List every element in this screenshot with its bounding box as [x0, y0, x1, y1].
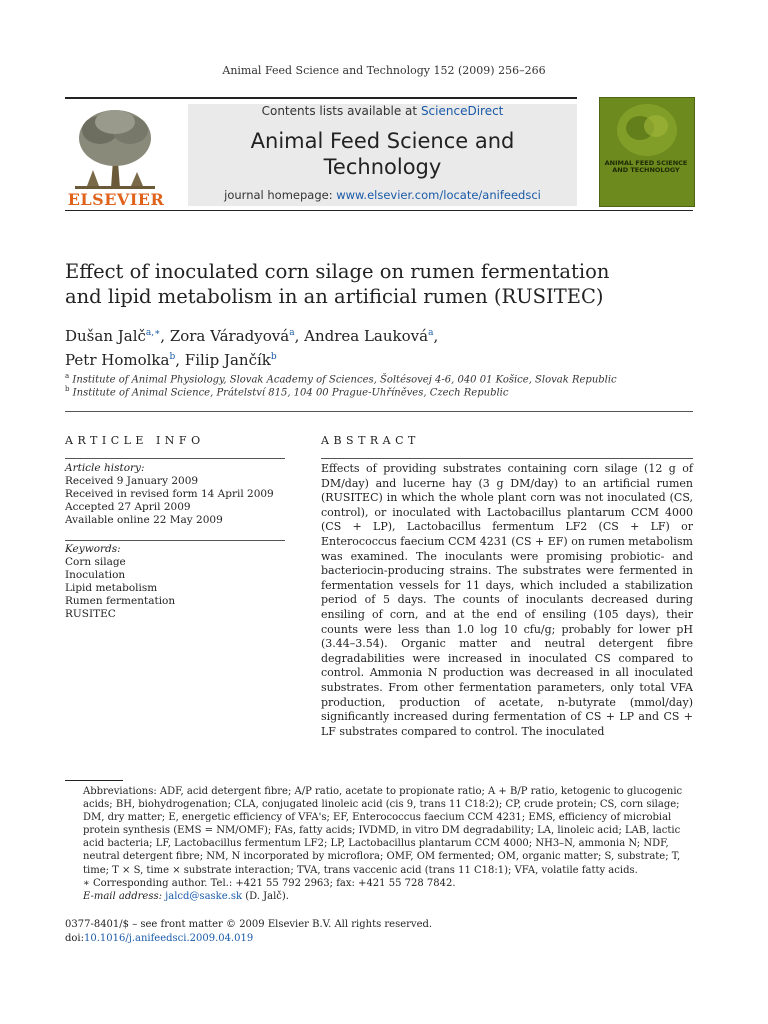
journal-citation: Animal Feed Science and Technology 152 (2009) 256–266: [222, 64, 546, 77]
article-info-heading: ARTICLE INFO: [65, 434, 205, 447]
doi-line: doi:10.1016/j.anifeedsci.2009.04.019: [65, 932, 254, 944]
email-footnote: E-mail address: jalcd@saske.sk (D. Jalč).: [83, 890, 289, 902]
author-list: [65, 323, 705, 371]
history-item: Available online 22 May 2009: [65, 514, 223, 526]
article-title-line2: and lipid metabolism in an artificial rumen (RUSITEC): [65, 285, 604, 308]
keywords-rule: [65, 540, 285, 541]
history-item: Accepted 27 April 2009: [65, 501, 191, 513]
author: Andrea Lauková$^a$,: [304, 327, 439, 345]
journal-title-line1: Animal Feed Science and: [250, 129, 515, 153]
keyword: RUSITEC: [65, 608, 116, 620]
homepage-prefix: journal homepage:: [224, 188, 337, 202]
keywords-label: Keywords:: [65, 543, 121, 555]
keyword: Rumen fermentation: [65, 595, 176, 607]
doi-link[interactable]: 10.1016/j.anifeedsci.2009.04.019: [84, 932, 254, 944]
history-label: Article history:: [65, 462, 145, 474]
elsevier-wordmark: ELSEVIER: [67, 190, 165, 209]
affiliation: $^a$ Institute of Animal Physiology, Slovak Academy of Sciences, Šoltésovej 4-6, 040 01 Košice, Slovak Republic: [65, 372, 617, 386]
copyright-block: [65, 918, 693, 945]
abbreviations-footnote: Abbreviations: ADF, acid detergent fibre; A/P ratio, acetate to propionate ratio; A + B/P ratio, ketogenic to glucogenic acids; BH, biohydrogenation; CLA, conjugated linoleic acid (cis 9, trans 11 C18:2); CP, crude protein; CS, corn silage; DM, dry matter; E, energetic efficiency of VFA's; EF, Enterococcus faecium CCM 4231; EMS, efficiency of microbial protein synthesis (EMS = NM/OMF); FAs, fatty acids; IVDMD, in vitro DM degradability; LA, linoleic acid; LAB, lactic acid bacteria; LF, Lactobacillus fermentum LF2; LP, Lactobacillus plantarum CCM 4000; NH3–N, ammonia N; NDF, neutral detergent fibre; NM, N incorporated by microflora; OMF, OM fermented; OM, organic matter; S, substrate; T, time; T × S, time × substrate interaction; TVA, trans vaccenic acid (trans 11 C18:1); VFA, volatile fatty acids.: [83, 786, 683, 876]
section-divider: [65, 411, 693, 412]
abstract-rule: [321, 458, 693, 459]
keywords: [65, 543, 285, 621]
history-item: Received 9 January 2009: [65, 475, 199, 487]
keyword: Corn silage: [65, 556, 126, 568]
journal-cover-image: [599, 97, 695, 207]
author-marks[interactable]: a,∗: [145, 328, 161, 338]
author: Filip Jančík$^b$: [184, 351, 277, 369]
abstract-text: Effects of providing substrates containing corn silage (12 g of DM/day) and lucerne hay (3 g DM/day) to an artificial rumen (RUSITEC) in which the whole plant corn was not inoculated (CS, control), or inoculated with Lactobacillus plantarum CCM 4000 (CS + LP), Lactobacillus fermentum LF2 (CS + LF) or Enterococcus faecium CCM 4231 (CS + EF) on rumen metabolism was examined. The inoculants were promising probiotic- and bacteriocin-producing strains. The substrates were fermented in fermentation vessels for 11 days, which included a stabilization period of 5 days. The counts of inoculants decreased during ensiling of corn, and at the end of ensiling (105 days), their counts were less than 1.0 log 10 cfu/g; probably for lower pH (3.44–3.54). Organic matter and neutral detergent fibre degradabilities were increased in inoculated CS compared to control. Ammonia N production was decreased in all inoculated substrates. From other fermentation parameters, only total VFA production, production of acetate, n-butyrate (mmol/day) significantly increased during fermentation of CS + LP and CS + LF substrates compared to control. The inoculated: [321, 462, 693, 738]
contents-prefix: Contents lists available at: [261, 104, 421, 118]
sciencedirect-link[interactable]: ScienceDirect: [420, 104, 504, 118]
article-title-line1: Effect of inoculated corn silage on rumen fermentation: [65, 260, 610, 283]
abstract-heading: ABSTRACT: [321, 434, 420, 447]
author-marks[interactable]: b: [169, 352, 176, 362]
cover-title: ANIMAL FEED SCIENCE AND TECHNOLOGY: [604, 159, 688, 174]
contents-line: [188, 104, 577, 118]
author: Zora Váradyová$^a$,: [169, 327, 305, 345]
journal-title-line2: Technology: [323, 155, 442, 179]
author: Petr Homolka$^b$,: [65, 351, 185, 369]
author: Dušan Jalč$^{a,∗}$,: [65, 327, 170, 345]
journal-title: [188, 128, 577, 180]
keyword: Lipid metabolism: [65, 582, 158, 594]
homepage-link[interactable]: www.elsevier.com/locate/anifeedsci: [336, 188, 541, 202]
journal-homepage: [188, 188, 577, 202]
article-history: [65, 462, 285, 527]
author-marks[interactable]: a: [289, 328, 295, 338]
issn-line: 0377-8401/$ – see front matter © 2009 Elsevier B.V. All rights reserved.: [65, 919, 433, 930]
email-link[interactable]: jalcd@saske.sk: [165, 890, 243, 902]
cover-art: [600, 98, 694, 206]
author-marks[interactable]: b: [270, 352, 277, 362]
header-bottom-rule: [65, 210, 693, 211]
keyword: Inoculation: [65, 569, 126, 581]
footnote-rule: [65, 780, 123, 781]
author-marks[interactable]: a: [428, 328, 434, 338]
article-info-rule: [65, 458, 285, 459]
affiliation: $^b$ Institute of Animal Science, Prátelství 815, 104 00 Prague-Uhříněves, Czech Republic: [65, 385, 509, 399]
header-top-rule: [65, 97, 577, 99]
article-title: [65, 259, 705, 309]
footnotes: [65, 785, 693, 903]
corresponding-author-footnote: ∗ Corresponding author. Tel.: +421 55 792 2963; fax: +421 55 728 7842.: [83, 877, 456, 889]
history-item: Received in revised form 14 April 2009: [65, 488, 274, 500]
